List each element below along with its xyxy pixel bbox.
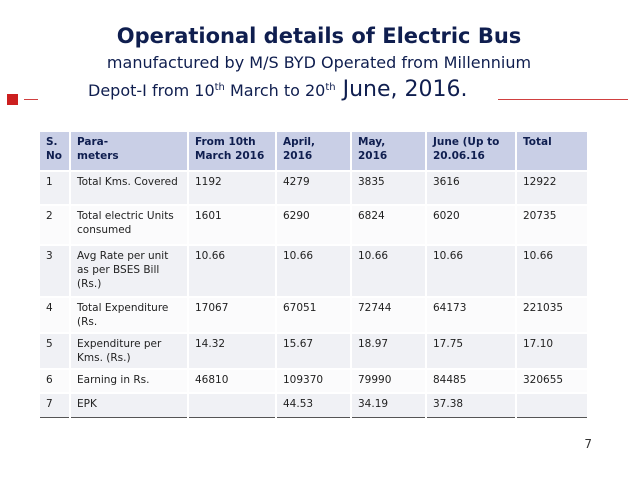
table-cell: 221035 — [516, 297, 588, 333]
table-cell: 5 — [40, 333, 70, 369]
header-cell-serial — [40, 132, 70, 171]
header-text: 2016 — [358, 150, 388, 162]
table-cell: 14.32 — [188, 333, 276, 369]
table-cell: 10.66 — [276, 245, 351, 297]
table-cell: EPK — [70, 393, 188, 417]
table-cell: 1 — [40, 171, 70, 205]
table-row — [40, 205, 588, 245]
table-cell — [188, 393, 276, 417]
header-text: March 2016 — [195, 150, 265, 162]
table-cell: 109370 — [276, 369, 351, 393]
table-cell: 6 — [40, 369, 70, 393]
table-cell: 79990 — [351, 369, 426, 393]
header-text: meters — [77, 150, 119, 162]
table-cell: 10.66 — [426, 245, 516, 297]
table-cell: 67051 — [276, 297, 351, 333]
header-cell-total — [516, 132, 588, 171]
table-cell: 7 — [40, 393, 70, 417]
table-cell: 12922 — [516, 171, 588, 205]
header-cell-may — [351, 132, 426, 171]
subtitle-text-part3: June, 2016. — [335, 77, 468, 102]
table-cell: 3835 — [351, 171, 426, 205]
table-row — [40, 393, 588, 417]
table-cell: 17.10 — [516, 333, 588, 369]
table-cell: Avg Rate per unit as per BSES Bill (Rs.) — [70, 245, 188, 297]
table-cell: 2 — [40, 205, 70, 245]
slide-subtitle-line2 — [88, 77, 468, 102]
slide-title: Operational details of Electric Bus — [116, 24, 522, 48]
subtitle-text-part1: Depot-I from 10 — [88, 81, 215, 100]
header-cell-june — [426, 132, 516, 171]
table-cell: 4 — [40, 297, 70, 333]
table-cell: 20735 — [516, 205, 588, 245]
table-row — [40, 245, 588, 297]
table-cell: 84485 — [426, 369, 516, 393]
subtitle-text-part2: March to 20 — [224, 81, 326, 100]
header-text: 20.06.16 — [433, 150, 485, 162]
header-cell-april — [276, 132, 351, 171]
table-cell: 3616 — [426, 171, 516, 205]
table-cell: Expenditure per Kms. (Rs.) — [70, 333, 188, 369]
table-cell: 1192 — [188, 171, 276, 205]
header-text: 2016 — [283, 150, 313, 162]
table-cell: 44.53 — [276, 393, 351, 417]
table-cell: 10.66 — [188, 245, 276, 297]
table-cell: Total electric Units consumed — [70, 205, 188, 245]
header-text: No — [46, 150, 63, 162]
subtitle-superscript-2: th — [325, 82, 336, 93]
table-cell: 17.75 — [426, 333, 516, 369]
header-text: From 10th — [195, 136, 256, 148]
operations-table — [40, 132, 589, 418]
table-cell: 3 — [40, 245, 70, 297]
title-rule-left — [24, 99, 38, 100]
table-cell: 6824 — [351, 205, 426, 245]
table-header-row — [40, 132, 588, 171]
table-cell — [516, 393, 588, 417]
table-cell: 6020 — [426, 205, 516, 245]
table-cell: 10.66 — [351, 245, 426, 297]
table-cell: Total Expenditure (Rs. — [70, 297, 188, 333]
table-cell: 4279 — [276, 171, 351, 205]
table-cell: 15.67 — [276, 333, 351, 369]
table-cell: 46810 — [188, 369, 276, 393]
table-cell: Earning in Rs. — [70, 369, 188, 393]
header-text: May, — [358, 136, 386, 148]
accent-square — [7, 94, 18, 105]
title-rule-right — [498, 99, 628, 100]
table-cell: 1601 — [188, 205, 276, 245]
table-cell: Total Kms. Covered — [70, 171, 188, 205]
slide-subtitle-line1: manufactured by M/S BYD Operated from Millennium — [106, 53, 532, 72]
header-text: Para- — [77, 136, 109, 148]
table-cell: 6290 — [276, 205, 351, 245]
table-row — [40, 171, 588, 205]
header-text: S. — [46, 136, 58, 148]
header-text: Total — [523, 136, 552, 148]
table-cell: 72744 — [351, 297, 426, 333]
table-cell: 18.97 — [351, 333, 426, 369]
page-number: 7 — [584, 437, 592, 451]
subtitle-superscript-1: th — [214, 82, 225, 93]
table-cell: 34.19 — [351, 393, 426, 417]
header-text: June (Up to — [433, 136, 500, 148]
table-row — [40, 297, 588, 333]
table-cell: 17067 — [188, 297, 276, 333]
header-cell-parameters — [70, 132, 188, 171]
table-row — [40, 333, 588, 369]
header-cell-march — [188, 132, 276, 171]
table-cell: 10.66 — [516, 245, 588, 297]
header-text: April, — [283, 136, 316, 148]
table-cell: 37.38 — [426, 393, 516, 417]
table-cell: 64173 — [426, 297, 516, 333]
table-cell: 320655 — [516, 369, 588, 393]
table-row — [40, 369, 588, 393]
